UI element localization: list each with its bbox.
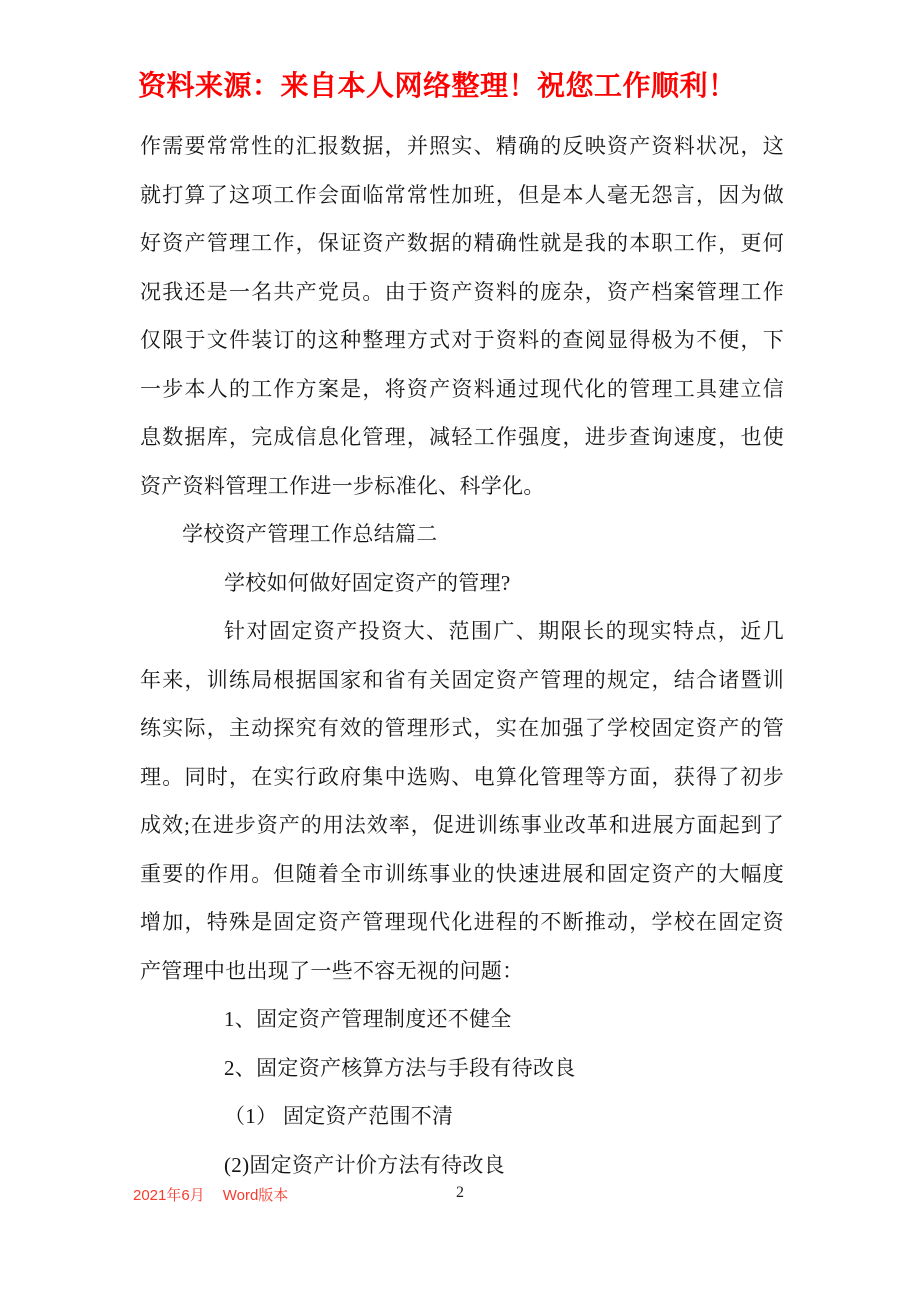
body-line: 成效;在进步资产的用法效率，促进训练事业改革和进展方面起到了 <box>140 813 784 837</box>
body-line: 年来，训练局根据国家和省有关固定资产管理的规定，结合诸暨训 <box>140 667 784 692</box>
body-line: 产管理中也出现了一些不容无视的问题： <box>140 958 524 983</box>
footer-version-label: Word版本 <box>222 1187 289 1204</box>
numbered-item: （1） 固定资产范围不清 <box>224 1104 454 1128</box>
body-line: 一步本人的工作方案是，将资产资料通过现代化的管理工具建立信 <box>140 376 784 401</box>
body-line: 练实际，主动探究有效的管理形式，实在加强了学校固定资产的管 <box>140 716 784 740</box>
body-line: 就打算了这项工作会面临常常性加班，但是本人毫无怨言，因为做 <box>140 182 784 207</box>
section-title: 学校资产管理工作总结篇二 <box>182 522 438 546</box>
body-line: 作需要常常性的汇报数据，并照实、精确的反映资产资料状况，这 <box>140 134 784 158</box>
body-line: 好资产管理工作，保证资产数据的精确性就是我的本职工作，更何 <box>140 231 784 255</box>
document-body <box>140 122 784 1189</box>
body-line: 息数据库，完成信息化管理，减轻工作强度，进步查询速度，也使 <box>140 425 784 449</box>
footer-date: 2021年6月 <box>133 1187 205 1204</box>
body-line: 资产资料管理工作进一步标准化、科学化。 <box>140 473 545 498</box>
body-line: 仅限于文件装订的这种整理方式对于资料的查阅显得极为不便，下 <box>140 328 784 352</box>
body-line: 针对固定资产投资大、范围广、期限长的现实特点，近几 <box>224 619 784 643</box>
numbered-item: 2、固定资产核算方法与手段有待改良 <box>224 1055 576 1080</box>
source-notice-header: 资料来源：来自本人网络整理！祝您工作顺利！ <box>138 71 737 102</box>
document-footer <box>0 1184 920 1210</box>
numbered-item: (2)固定资产计价方法有待改良 <box>224 1152 505 1177</box>
section-subtitle: 学校如何做好固定资产的管理? <box>224 570 511 595</box>
body-line: 理。同时，在实行政府集中选购、电算化管理等方面，获得了初步 <box>140 764 784 789</box>
body-line: 况我还是一名共产党员。由于资产资料的庞杂，资产档案管理工作 <box>140 279 784 304</box>
footer-page-number: 2 <box>456 1184 464 1201</box>
numbered-item: 1、固定资产管理制度还不健全 <box>224 1007 512 1031</box>
body-line: 重要的作用。但随着全市训练事业的快速进展和固定资产的大幅度 <box>140 861 784 886</box>
body-line: 增加，特殊是固定资产管理现代化进程的不断推动，学校在固定资 <box>140 910 784 934</box>
